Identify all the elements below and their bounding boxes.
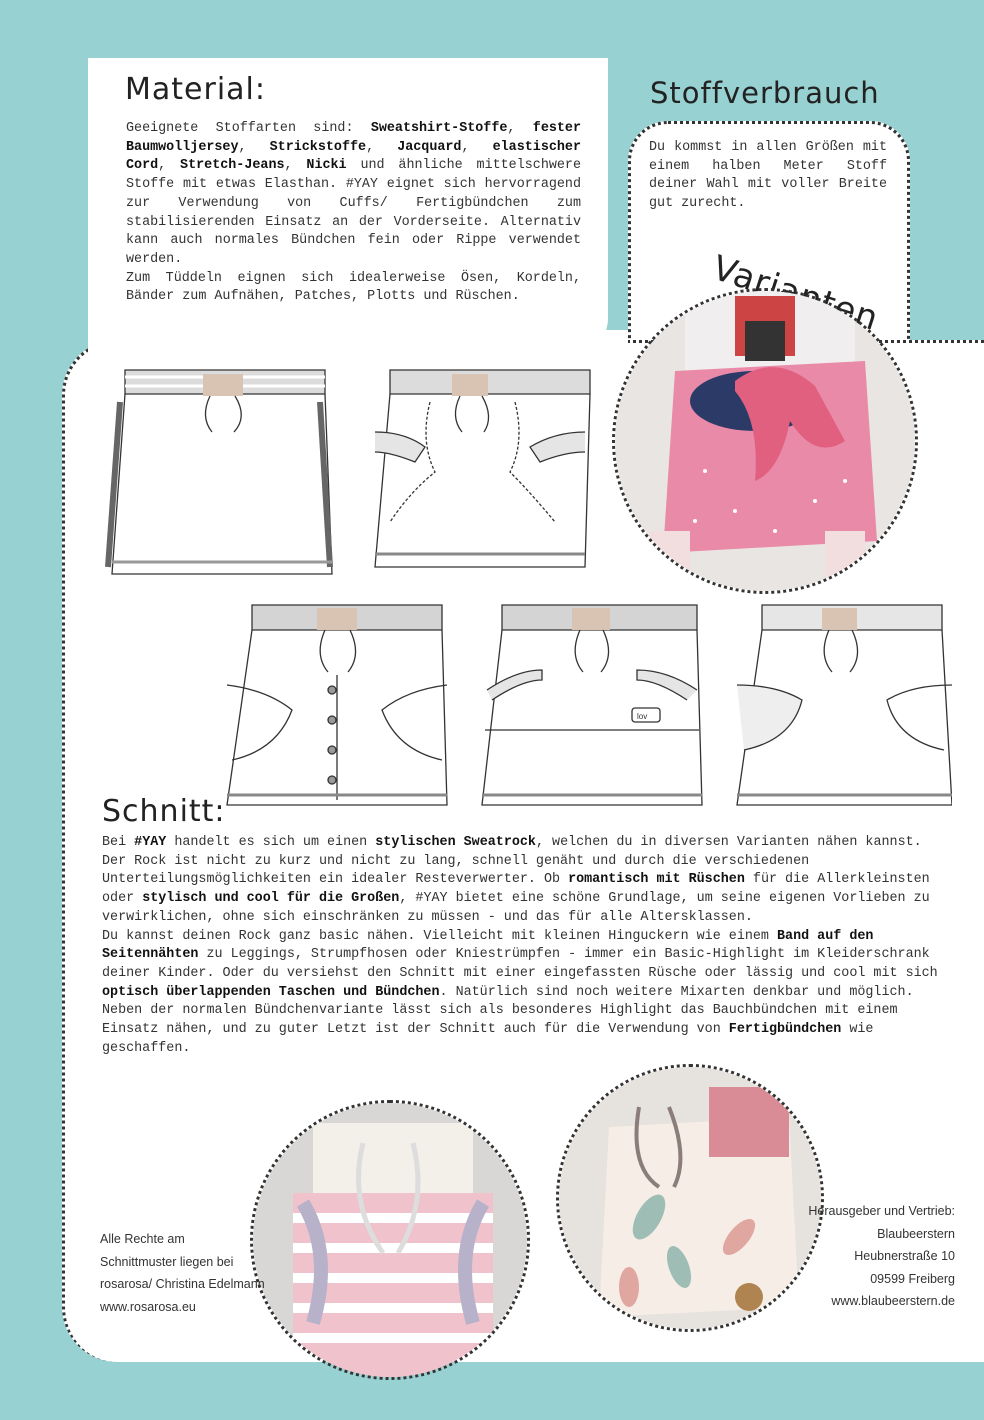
rights-link[interactable]: www.rosarosa.eu	[100, 1299, 196, 1314]
rights-notice	[100, 1228, 270, 1318]
skirt-drawings-row2	[222, 600, 952, 820]
skirt-drawings-row1	[100, 362, 600, 582]
rights-line-1: Alle Rechte am	[100, 1232, 185, 1246]
material-heading: Material:	[125, 72, 266, 107]
schnitt-p3	[102, 1002, 952, 1058]
schnitt-heading: Schnitt:	[102, 794, 226, 829]
patch-text: lov	[637, 712, 648, 721]
schnitt-p2-segment: optisch überlappenden Taschen und Bündchen	[102, 984, 440, 1000]
publisher-line-1: Herausgeber und Vertrieb:	[808, 1204, 955, 1218]
schnitt-p2	[102, 928, 952, 1003]
publisher-info	[795, 1200, 955, 1313]
schnitt-p2-segment: Du kannst deinen Rock ganz basic nähen. Vielleicht mit kleinen Hinguckern wie einem	[102, 928, 777, 944]
schnitt-p2-segment: zu Leggings, Strumpfhosen oder Kniestrümpfen - immer ein Basic-Highlight im Kleiderschrank deiner Kinder. Oder du versiehst den Schnitt mit einer eingefassten Rüsche oder lässig und cool mit sich	[102, 947, 938, 981]
fabric-7: Nicki	[306, 158, 347, 174]
fabric-5: elastischer Cord	[126, 139, 582, 174]
schnitt-p1-segment: handelt es sich um einen	[166, 835, 376, 850]
schnitt-p1-segment: für die Allerkleinsten oder	[102, 872, 930, 907]
skirt-drawing-ruffle-variant	[375, 370, 590, 567]
publisher-line-2: Blaubeerstern	[877, 1226, 955, 1241]
schnitt-p1-segment: , #YAY bietet eine schöne Grundlage, um seine eigenen Vorlieben zu verwirklichen, ohne sich einschränken zu müssen - und das für alle Altersklassen.	[102, 891, 930, 925]
schnitt-p1-segment: stylisch und cool für die Großen	[142, 891, 400, 907]
rights-line-3: rosarosa/ Christina Edelmann	[100, 1277, 265, 1291]
fabric-6: Stretch-Jeans	[180, 158, 285, 174]
schnitt-p1-segment: #YAY	[134, 835, 167, 850]
schnitt-p1-segment: Bei	[102, 835, 135, 850]
variant-photo-pink-skirt	[612, 288, 918, 594]
schnitt-text	[102, 834, 952, 1058]
material-p2: Zum Tüddeln eignen sich idealerweise Ösen, Kordeln, Bänder zum Aufnähen, Patches, Plotts und Rüschen.	[126, 270, 581, 305]
stoffverbrauch-heading: Stoffverbrauch	[650, 76, 880, 110]
skirt-drawing-button-variant	[227, 605, 447, 805]
skirt-drawing-patch-variant	[482, 605, 702, 805]
fabric-3: Strickstoffe	[269, 139, 367, 155]
schnitt-p1-segment: romantisch mit Rüschen	[568, 872, 745, 888]
rights-line-2: Schnittmuster liegen bei	[100, 1254, 234, 1269]
schnitt-p2-segment: Band auf den Seitennähten	[102, 928, 874, 963]
publisher-line-4: 09599 Freiberg	[870, 1271, 955, 1286]
publisher-line-3: Heubnerstraße 10	[854, 1249, 955, 1263]
schnitt-p3-segment: Neben der normalen Bündchenvariante lässt sich als besonderes Highlight das Bauchbündchen mit einem Einsatz nähen, und zu guter Letzt ist der Schnitt auch für die Verwendung von	[102, 1003, 898, 1038]
material-intro: Geeignete Stoffarten sind:	[126, 121, 354, 136]
variant-photo-leaf-skirt	[556, 1064, 824, 1332]
schnitt-p1-segment: , welchen du in diversen Varianten nähen kannst. Der Rock ist nicht zu kurz und nicht zu lang, schnell genäht und durch die verschiedenen Unterteilungsmöglichkeiten ein idealer Resteverwerter. Ob	[102, 835, 922, 888]
schnitt-p1-segment: stylischen Sweatrock	[375, 835, 536, 850]
schnitt-p3-segment: wie geschaffen.	[102, 1022, 874, 1056]
material-p1-tail: und ähnliche mittelschwere Stoffe mit etwas Elasthan. #YAY eignet sich hervorragend zur Verwendung von Cuffs/ Fertigbündchen zum stabilisierenden Einsatz an der Vorderseite. Alternativ kann auch normales Bündchen fein oder Rippe verwendet werden.	[126, 158, 581, 267]
schnitt-p1	[102, 834, 952, 928]
fabric-1: Sweatshirt-Stoffe	[370, 121, 508, 136]
publisher-link[interactable]: www.blaubeerstern.de	[831, 1294, 955, 1308]
skirt-drawing-band-variant	[108, 370, 332, 574]
schnitt-p3-segment: Fertigbündchen	[728, 1022, 842, 1038]
fabric-2: fester Baumwolljersey	[126, 121, 581, 155]
variant-photo-striped-skirt	[250, 1100, 530, 1380]
stoffverbrauch-text: Du kommst in allen Größen mit einem halben Meter Stoff deiner Wahl mit voller Breite gut zurecht.	[649, 140, 887, 212]
schnitt-p2-segment: . Natürlich sind noch weitere Mixarten denkbar und möglich.	[439, 984, 914, 1000]
fabric-4: Jacquard	[397, 139, 462, 155]
material-text: Geeignete Stoffarten sind: Sweatshirt-Stoffe, fester Baumwolljersey, Strickstoffe, Jacquard, elastischer Cord, Stretch-Jeans, Nicki und ähnliche mittelschwere Stoffe mit etwas Elasthan. #YAY eignet sich hervorragend zur Verwendung von Cuffs/ Fertigbündchen zum stabilisierenden Einsatz an der Vorderseite. Alternativ kann auch normales Bündchen fein oder Rippe verwendet werden. Zum Tüddeln eignen sich idealerweise Ösen, Kordeln, Bänder zum Aufnähen, Patches, Plotts und Rüschen.	[126, 121, 582, 305]
skirt-drawing-pocket-variant	[737, 605, 952, 805]
